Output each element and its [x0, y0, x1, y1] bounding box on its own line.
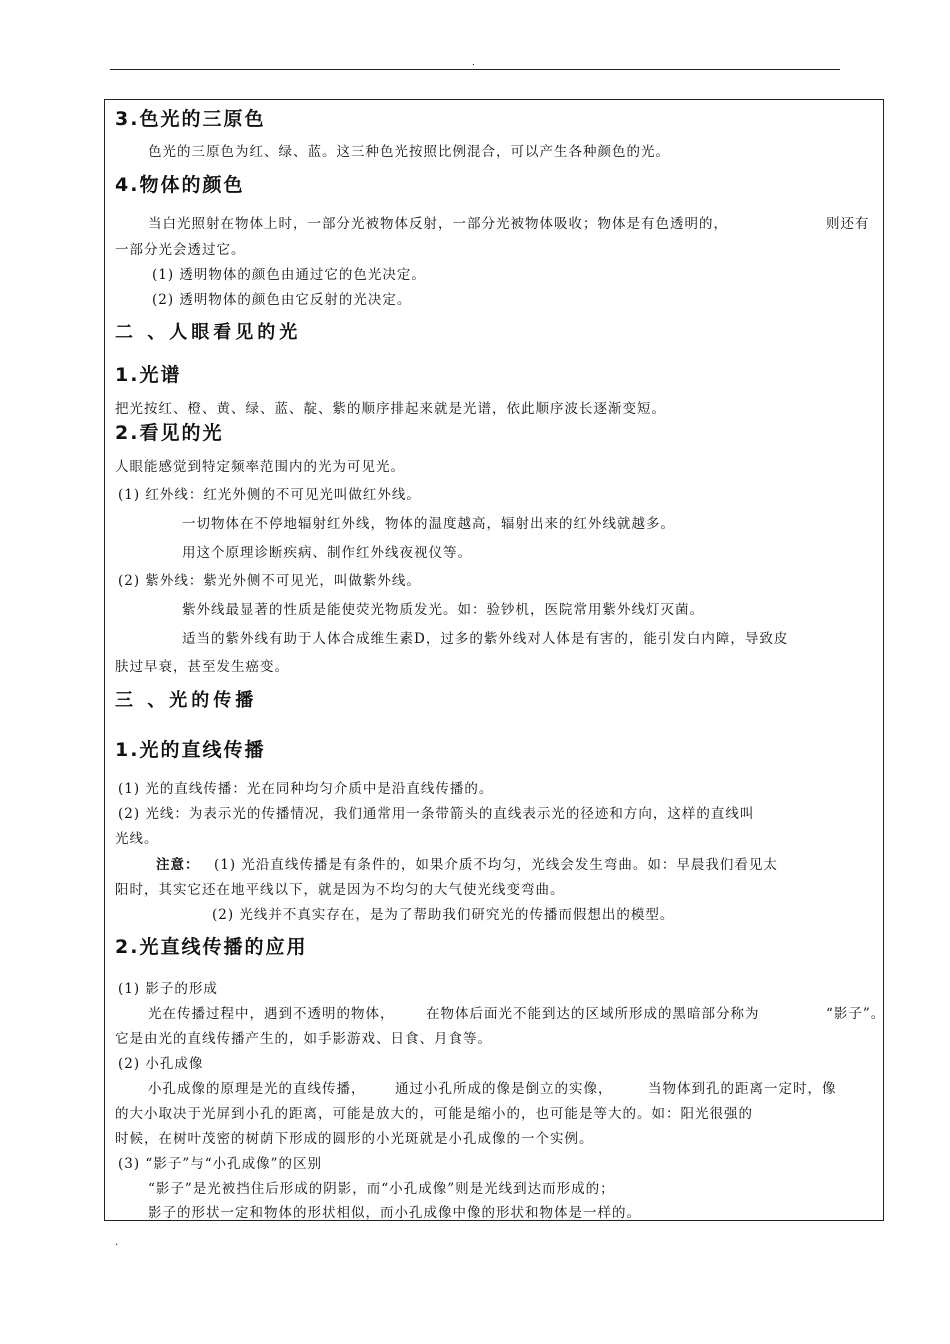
pinhole-text-2: 的大小取决于光屏到小孔的距离，可能是放大的，可能是缩小的，也可能是等大的。如：阳光很强的: [115, 1106, 753, 1122]
shadow-text-1: 光在传播过程中，遇到不透明的物体，: [148, 1006, 395, 1022]
part-heading-propagation: 三 、光的传播: [115, 690, 258, 711]
note-text-1: (1) 光沿直线传播是有条件的，如果介质不均匀，光线会发生弯曲。如：早晨我们看见太: [214, 857, 778, 873]
section-heading-applications: 2.光直线传播的应用: [115, 936, 308, 958]
infrared-title: (1) 红外线：红光外侧的不可见光叫做红外线。: [118, 487, 421, 503]
note-label: 注意：: [156, 857, 200, 873]
header-rule: [110, 69, 840, 70]
section-heading-straight-line: 1.光的直线传播: [115, 739, 266, 761]
primary-colors-text: 色光的三原色为红、绿、蓝。这三种色光按照比例混合，可以产生各种颜色的光。: [148, 144, 670, 160]
ultraviolet-text-3: 肤过早衰，甚至发生癌变。: [115, 659, 289, 675]
header-dot: .: [472, 58, 475, 68]
note-text-1-end: 阳时，其实它还在地平线以下，就是因为不均匀的大气使光线变弯曲。: [115, 882, 565, 898]
pinhole-text-3: 时候，在树叶茂密的树荫下形成的圆形的小光斑就是小孔成像的一个实例。: [115, 1131, 594, 1147]
footer-dot: .: [115, 1237, 119, 1248]
ultraviolet-text-2: 适当的紫外线有助于人体合成维生素D，过多的紫外线对人体是有害的，能引发白内障，导致皮: [182, 631, 789, 647]
section-heading-object-color: 4.物体的颜色: [115, 174, 245, 196]
object-color-item-1: (1) 透明物体的颜色由通过它的色光决定。: [152, 267, 426, 283]
straight-line-item-2-end: 光线。: [115, 831, 159, 847]
spectrum-text: 把光按红、橙、黄、绿、蓝、靛、紫的顺序排起来就是光谱，依此顺序波长逐渐变短。: [115, 401, 666, 417]
application-item-pinhole: (2) 小孔成像: [118, 1056, 204, 1072]
shadow-text-1-end: “影子”。: [826, 1006, 886, 1022]
difference-text-2: 影子的形状一定和物体的形状相似，而小孔成像中像的形状和物体是一样的。: [148, 1205, 641, 1221]
pinhole-text-1-end: 当物体到孔的距离一定时，像: [648, 1081, 837, 1097]
infrared-text-1: 一切物体在不停地辐射红外线，物体的温度越高，辐射出来的红外线就越多。: [182, 516, 675, 532]
note-text-2: (2) 光线并不真实存在，是为了帮助我们研究光的传播而假想出的模型。: [212, 907, 675, 923]
straight-line-item-2: (2) 光线：为表示光的传播情况，我们通常用一条带箭头的直线表示光的径迹和方向，这样的直线叫: [118, 806, 755, 822]
ultraviolet-title: (2) 紫外线：紫光外侧不可见光，叫做紫外线。: [118, 573, 421, 589]
visible-intro-text: 人眼能感觉到特定频率范围内的光为可见光。: [115, 459, 405, 475]
shadow-text-1-mid: 在物体后面光不能到达的区域所形成的黑暗部分称为: [426, 1006, 760, 1022]
section-heading-primary-colors: 3.色光的三原色: [115, 108, 266, 130]
section-heading-visible: 2.看见的光: [115, 422, 224, 444]
object-color-text-line-1: 当白光照射在物体上时，一部分光被物体反射，一部分光被物体吸收；物体是有色透明的，: [148, 216, 728, 232]
shadow-text-2: 它是由光的直线传播产生的，如手影游戏、日食、月食等。: [115, 1031, 492, 1047]
object-color-text-line-2: 一部分光会透过它。: [115, 242, 246, 258]
ultraviolet-text-1: 紫外线最显著的性质是能使荧光物质发光。如：验钞机，医院常用紫外线灯灭菌。: [182, 602, 704, 618]
section-heading-spectrum: 1.光谱: [115, 364, 182, 386]
pinhole-text-1-mid: 通过小孔所成的像是倒立的实像，: [395, 1081, 613, 1097]
infrared-text-2: 用这个原理诊断疾病、制作红外线夜视仪等。: [182, 545, 472, 561]
object-color-text-line-1-end: 则还有: [826, 216, 870, 232]
straight-line-item-1: (1) 光的直线传播：光在同种均匀介质中是沿直线传播的。: [118, 781, 494, 797]
application-item-shadow: (1) 影子的形成: [118, 981, 218, 997]
pinhole-text-1: 小孔成像的原理是光的直线传播，: [148, 1081, 366, 1097]
part-heading-visible-light: 二 、人眼看见的光: [115, 322, 302, 343]
object-color-item-2: (2) 透明物体的颜色由它反射的光决定。: [152, 292, 412, 308]
application-item-difference: (3) “影子”与“小孔成像”的区别: [118, 1156, 323, 1172]
difference-text-1: “影子”是光被挡住后形成的阴影，而“小孔成像”则是光线到达而形成的；: [148, 1181, 615, 1197]
